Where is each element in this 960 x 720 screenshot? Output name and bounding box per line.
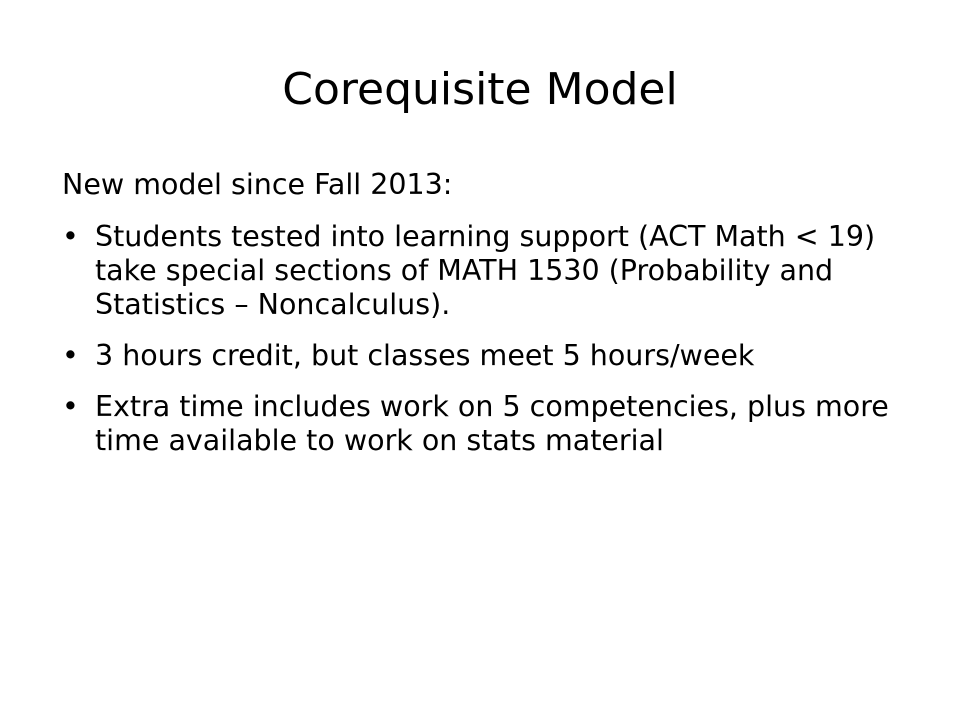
bullet-item: [62, 339, 912, 373]
bullet-item: [62, 390, 912, 458]
bullet-icon: •: [62, 339, 79, 372]
slide-title: Corequisite Model: [282, 64, 678, 115]
bullet-icon: •: [62, 390, 79, 423]
bullet-item: [62, 220, 912, 322]
bullet-text: 3 hours credit, but classes meet 5 hours/week: [95, 339, 755, 372]
bullet-text: Students tested into learning support (ACT Math < 19) take special sections of MATH 1530 (Probability and Statistics – Noncalculus).: [95, 220, 876, 321]
bullet-list: [62, 220, 912, 458]
bullet-icon: •: [62, 220, 79, 253]
intro-text: New model since Fall 2013:: [62, 168, 453, 201]
bullet-text: Extra time includes work on 5 competencies, plus more time available to work on stats material: [95, 390, 889, 457]
slide-body: [62, 168, 912, 475]
